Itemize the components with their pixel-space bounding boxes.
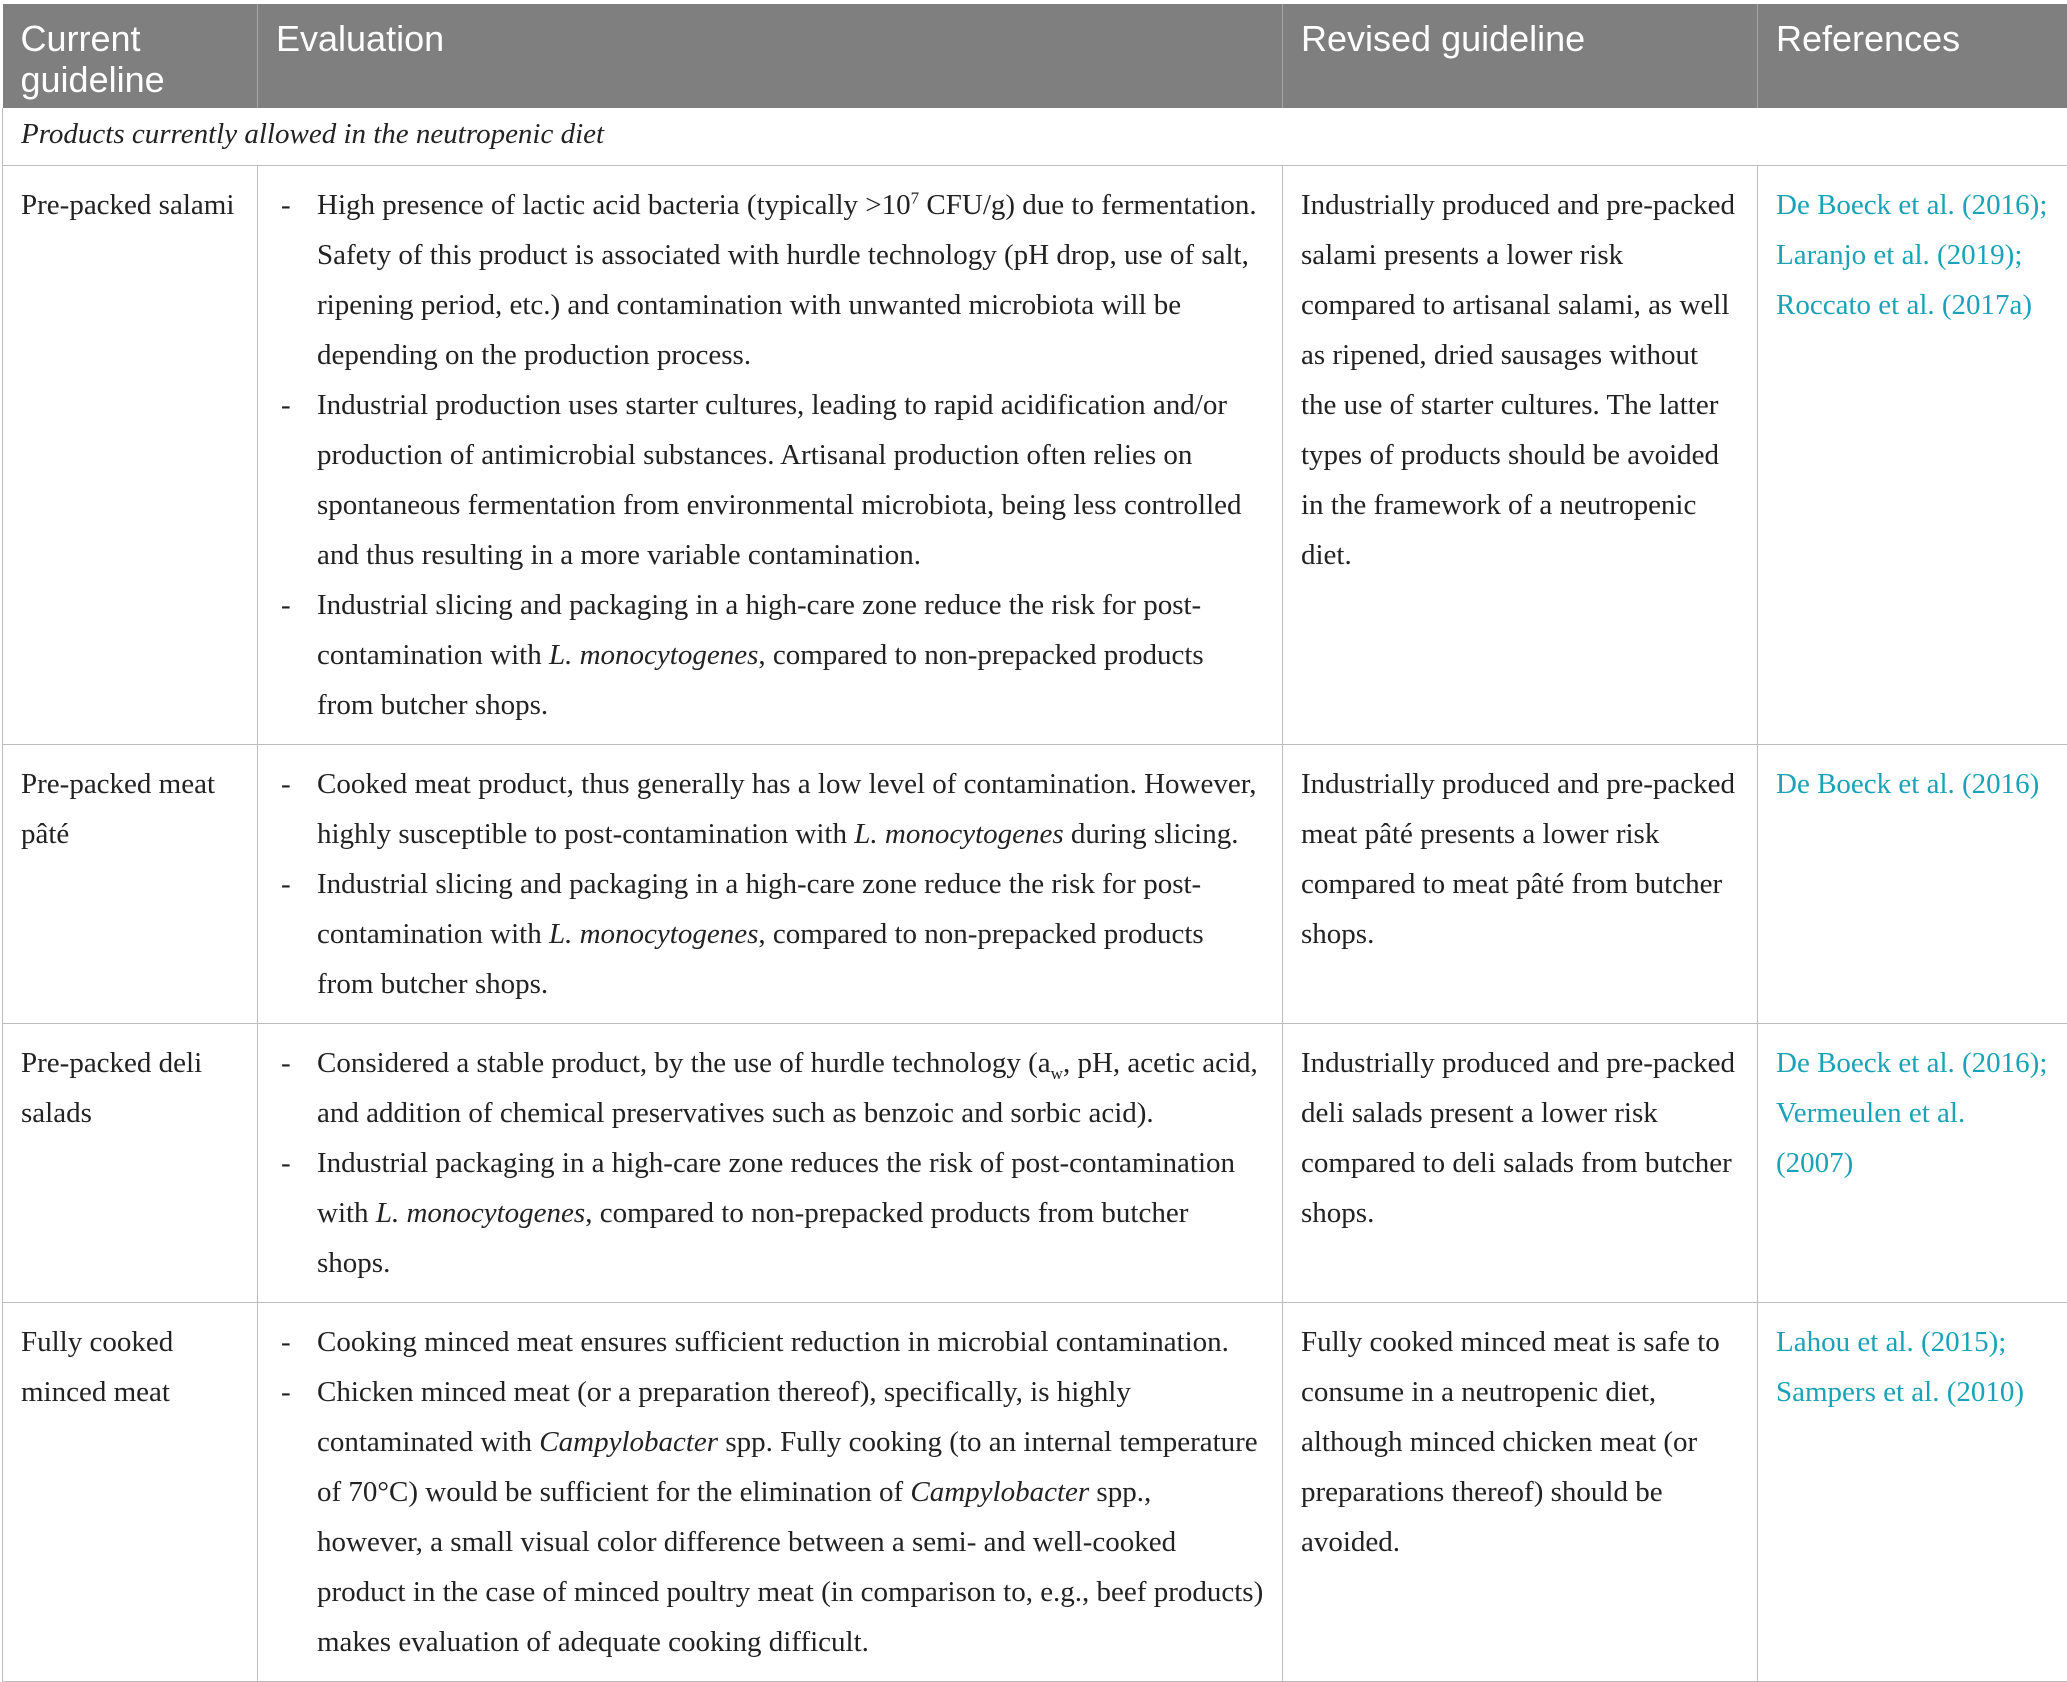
text: , compared to non-prepacked products from butcher shops.: [317, 1197, 1188, 1279]
header-evaluation: Evaluation: [258, 4, 1283, 108]
text: CFU/g) due to fermentation. Safety of this product is associated with hurdle technology (pH drop, use of salt, ripening period, etc.) and contamination with unwanted microbiota will be depending on the production process.: [317, 189, 1257, 371]
evaluation-item: [276, 580, 1264, 730]
reference-link[interactable]: De Boeck et al. (2016): [1776, 759, 2049, 809]
reference-link[interactable]: De Boeck et al. (2016);: [1776, 180, 2049, 230]
header-references: References: [1758, 4, 2067, 108]
text: Chicken minced meat (or a preparation thereof), specifically, is highly contaminated with: [317, 1376, 1131, 1458]
evaluation-item: [276, 1038, 1264, 1138]
current-guideline-cell: Fully cooked minced meat: [3, 1303, 258, 1682]
header-revised-guideline: Revised guideline: [1283, 4, 1758, 108]
text: Industrial production uses starter cultures, leading to rapid acidification and/or production of antimicrobial substances. Artisanal production often relies on spontaneous fermentation from environmental microbiota, being less controlled and thus resulting in a more variable contamination.: [317, 389, 1242, 571]
species-name: L. monocytogenes: [549, 639, 758, 671]
table-row: [3, 166, 2067, 745]
evaluation-item: [276, 1317, 1264, 1367]
references-cell: [1758, 745, 2067, 1024]
text: during slicing.: [1064, 818, 1239, 850]
evaluation-item: [276, 759, 1264, 859]
text: Industrial slicing and packaging in a high-care zone reduce the risk for post-contamination with: [317, 868, 1201, 950]
text: spp., however, a small visual color difference between a semi- and well-cooked product in the case of minced poultry meat (in comparison to, e.g., beef products) makes evaluation of adequate cooking difficult.: [317, 1476, 1263, 1658]
species-name: L. monocytogenes: [376, 1197, 585, 1229]
evaluation-item: [276, 1138, 1264, 1288]
references-cell: [1758, 1303, 2067, 1682]
text: , compared to non-prepacked products from butcher shops.: [317, 639, 1204, 721]
superscript: 7: [911, 188, 920, 207]
current-guideline-cell: Pre-packed meat pâté: [3, 745, 258, 1024]
genus-name: Campylobacter: [910, 1476, 1089, 1508]
evaluation-item: [276, 1367, 1264, 1667]
reference-link[interactable]: Sampers et al. (2010): [1776, 1367, 2049, 1417]
table-row: [3, 745, 2067, 1024]
evaluation-list: [276, 1317, 1264, 1667]
genus-name: Campylobacter: [539, 1426, 718, 1458]
references-cell: [1758, 166, 2067, 745]
table-row: [3, 1024, 2067, 1303]
text: spp. Fully cooking (to an internal temperature of 70°C) would be sufficient for the elimination of: [317, 1426, 1258, 1508]
evaluation-cell: [258, 1024, 1283, 1303]
reference-link[interactable]: Roccato et al. (2017a): [1776, 280, 2049, 330]
reference-link[interactable]: De Boeck et al. (2016);: [1776, 1038, 2049, 1088]
text: , pH, acetic acid, and addition of chemical preservatives such as benzoic and sorbic acid).: [317, 1047, 1258, 1129]
references-cell: [1758, 1024, 2067, 1303]
evaluation-cell: [258, 166, 1283, 745]
reference-link[interactable]: Laranjo et al. (2019);: [1776, 230, 2049, 280]
text: Cooking minced meat ensures sufficient reduction in microbial contamination.: [317, 1326, 1229, 1358]
species-name: L. monocytogenes: [549, 918, 758, 950]
reference-link[interactable]: Vermeulen et al. (2007): [1776, 1088, 2049, 1188]
header-row: [3, 4, 2067, 108]
evaluation-list: [276, 759, 1264, 1009]
header-current-guideline: Current guideline: [3, 4, 258, 108]
revised-guideline-cell: Industrially produced and pre-packed meat pâté presents a lower risk compared to meat pâté from butcher shops.: [1283, 745, 1758, 1024]
text: Considered a stable product, by the use of hurdle technology (a: [317, 1047, 1051, 1079]
text: Cooked meat product, thus generally has a low level of contamination. However, highly susceptible to post-contamination with: [317, 768, 1256, 850]
text: High presence of lactic acid bacteria (typically >10: [317, 189, 911, 221]
revised-guideline-cell: Industrially produced and pre-packed salami presents a lower risk compared to artisanal salami, as well as ripened, dried sausages without the use of starter cultures. The latter types of products should be avoided in the framework of a neutropenic diet.: [1283, 166, 1758, 745]
section-title: Products currently allowed in the neutropenic diet: [3, 108, 2067, 166]
subscript: w: [1051, 1064, 1063, 1083]
reference-link[interactable]: Lahou et al. (2015);: [1776, 1317, 2049, 1367]
current-guideline-cell: Pre-packed deli salads: [3, 1024, 258, 1303]
evaluation-cell: [258, 1303, 1283, 1682]
evaluation-item: [276, 859, 1264, 1009]
evaluation-item: [276, 180, 1264, 380]
text: Industrial slicing and packaging in a high-care zone reduce the risk for post-contamination with: [317, 589, 1201, 671]
evaluation-list: [276, 180, 1264, 730]
species-name: L. monocytogenes: [854, 818, 1063, 850]
table-row: [3, 1303, 2067, 1682]
revised-guideline-cell: Industrially produced and pre-packed deli salads present a lower risk compared to deli salads from butcher shops.: [1283, 1024, 1758, 1303]
text: Industrial packaging in a high-care zone reduces the risk of post-contamination with: [317, 1147, 1235, 1229]
evaluation-cell: [258, 745, 1283, 1024]
guideline-table: [2, 4, 2067, 1682]
current-guideline-cell: Pre-packed salami: [3, 166, 258, 745]
text: , compared to non-prepacked products from butcher shops.: [317, 918, 1204, 1000]
evaluation-list: [276, 1038, 1264, 1288]
section-row: [3, 108, 2067, 166]
evaluation-item: [276, 380, 1264, 580]
revised-guideline-cell: Fully cooked minced meat is safe to consume in a neutropenic diet, although minced chicken meat (or preparations thereof) should be avoided.: [1283, 1303, 1758, 1682]
